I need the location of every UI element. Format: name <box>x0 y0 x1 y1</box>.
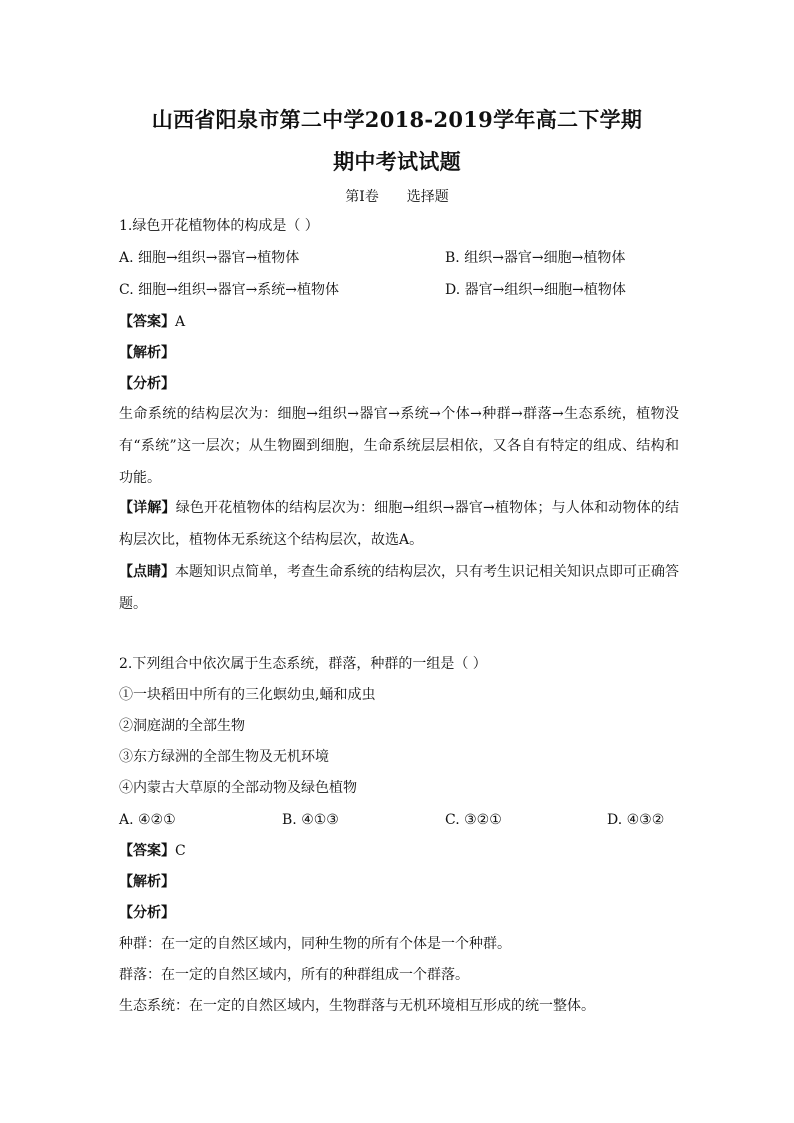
q1-comment <box>119 556 679 620</box>
q2-option-a: A. ④②① <box>119 812 176 828</box>
section-heading <box>0 186 794 206</box>
q1-fenxi-text: 生命系统的结构层次为：细胞→组织→器官→系统→个体→种群→群落→生态系统，植物没有“系统”这一层次；从生物圈到细胞，生命系统层层相依，又各自有特定的组成、结构和功能。 <box>119 406 679 486</box>
q2-item-4: ④内蒙古大草原的全部动物及绿色植物 <box>119 780 357 796</box>
q2-fenxi-tag: 【分析】 <box>119 905 175 921</box>
q2-def-ecosystem: 生态系统：在一定的自然区域内，生物群落与无机环境相互形成的统一整体。 <box>119 998 595 1014</box>
q1-detail <box>119 492 679 556</box>
q1-option-d: D. 器官→组织→细胞→植物体 <box>445 282 626 298</box>
answer-tag: 【答案】 <box>119 314 175 330</box>
q2-def-community: 群落：在一定的自然区域内，所有的种群组成一个群落。 <box>119 967 469 983</box>
q1-answer <box>119 312 185 332</box>
q1-fenxi-tag: 【分析】 <box>119 376 175 392</box>
answer-tag: 【答案】 <box>119 843 175 859</box>
q2-item-2: ②洞庭湖的全部生物 <box>119 718 245 734</box>
comment-tag: 【点睛】 <box>119 564 175 580</box>
section-name: 选择题 <box>406 189 449 205</box>
q2-analysis-tag: 【解析】 <box>119 874 175 890</box>
q2-item-1: ①一块稻田中所有的三化螟幼虫,蛹和成虫 <box>119 687 376 703</box>
q1-analysis-tag: 【解析】 <box>119 345 175 361</box>
comment-text: 本题知识点简单，考查生命系统的结构层次，只有考生识记相关知识点即可正确答题。 <box>119 564 679 612</box>
q2-item-3: ③东方绿洲的全部生物及无机环境 <box>119 749 329 765</box>
q1-stem: 1.绿色开花植物体的构成是（ ） <box>119 218 319 234</box>
page-title: 山西省阳泉市第二中学2018-2019学年高二下学期 <box>151 107 643 132</box>
q1-option-a: A. 细胞→组织→器官→植物体 <box>119 250 300 266</box>
answer-value: A <box>175 314 186 330</box>
q2-option-c: C. ③②① <box>445 812 502 828</box>
section-part: 第Ⅰ卷 <box>345 189 379 205</box>
answer-value: C <box>175 843 186 859</box>
detail-text: 绿色开花植物体的结构层次为：细胞→组织→器官→植物体；与人体和动物体的结构层次比，植物体无系统这个结构层次，故选A。 <box>119 500 679 548</box>
q1-option-c: C. 细胞→组织→器官→系统→植物体 <box>119 282 340 298</box>
q1-option-b: B. 组织→器官→细胞→植物体 <box>445 250 626 266</box>
q2-stem: 2.下列组合中依次属于生态系统，群落，种群的一组是（ ） <box>119 656 487 672</box>
q2-option-b: B. ④①③ <box>282 812 339 828</box>
q2-answer <box>119 841 186 861</box>
q2-option-d: D. ④③② <box>607 812 665 828</box>
page-subtitle: 期中考试试题 <box>333 149 461 174</box>
q2-def-population: 种群：在一定的自然区域内，同种生物的所有个体是一个种群。 <box>119 936 511 952</box>
detail-tag: 【详解】 <box>119 500 176 516</box>
